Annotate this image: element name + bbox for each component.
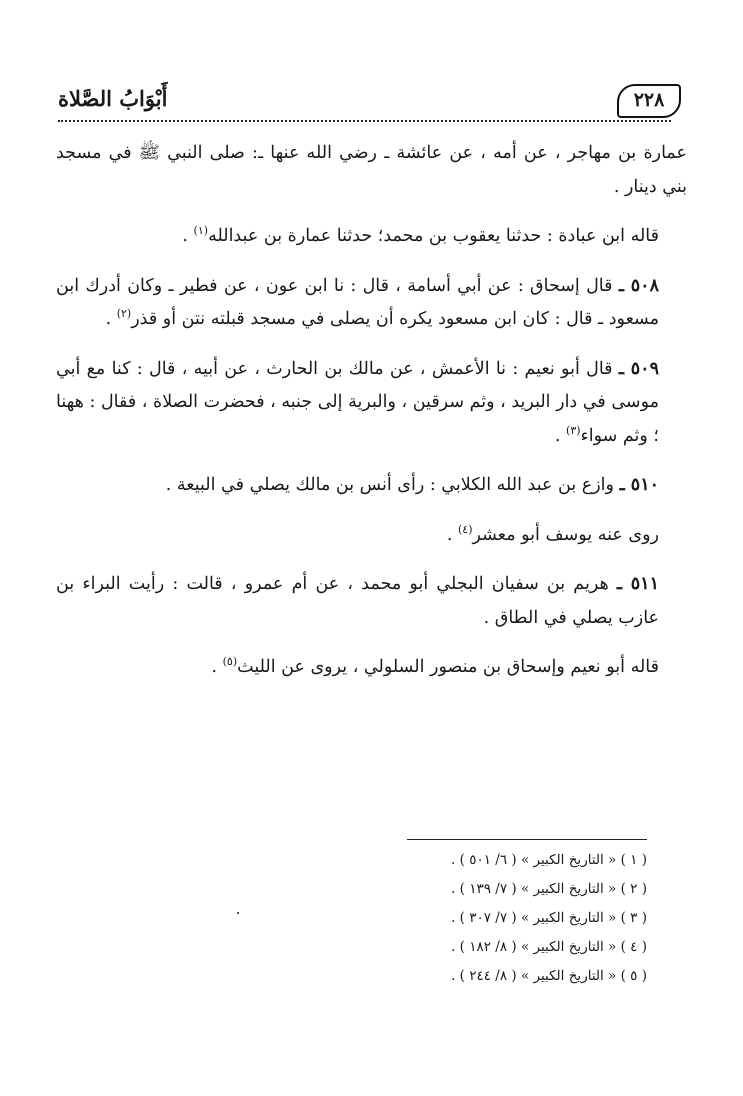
- footnote-3: ( ٣ ) « التاريخ الكبير » ( ٧/ ٣٠٧ ) .: [451, 910, 647, 926]
- paragraph-end: .: [446, 524, 458, 545]
- paragraph-end: .: [105, 309, 117, 329]
- hadith-511: [56, 568, 687, 635]
- paragraph-attribution: [56, 651, 687, 685]
- hadith-510: [56, 469, 687, 503]
- footnote-5: ( ٥ ) « التاريخ الكبير » ( ٨/ ٢٤٤ ) .: [451, 968, 647, 984]
- hadith-number: ٥٠٩ ـ: [618, 358, 659, 379]
- paragraph-text: قاله أبو نعيم وإسحاق بن منصور السلولي ، يروى عن الليث: [237, 657, 659, 677]
- chapter-title: أَبْوَابُ الصَّلاة: [58, 86, 168, 111]
- paragraph-attribution: [56, 220, 687, 254]
- footnote-divider: [407, 839, 647, 840]
- scan-speck: [237, 912, 239, 914]
- hadith-509: [56, 353, 687, 454]
- footnote-ref: (١): [193, 224, 209, 238]
- footnote-ref: (٥): [222, 655, 238, 669]
- footnotes: [317, 846, 647, 991]
- paragraph-text: هريم بن سفيان البجلي أبو محمد ، عن أم عمرو ، قالت : رأيت البراء بن عازب يصلي في الطاق .: [56, 574, 659, 628]
- paragraph-text: عمارة بن مهاجر ، عن أمه ، عن عائشة ـ رضي الله عنها ـ: صلى النبي ﷺ في مسجد بني دينار .: [56, 143, 687, 197]
- hadith-number: ٥١٠ ـ: [619, 475, 659, 495]
- paragraph-attribution: [56, 519, 687, 553]
- hadith-508: [56, 270, 687, 337]
- paragraph-end: .: [554, 425, 567, 446]
- footnote-1: ( ١ ) « التاريخ الكبير » ( ٦/ ٥٠١ ) .: [451, 852, 647, 868]
- footnote-4: ( ٤ ) « التاريخ الكبير » ( ٨/ ١٨٢ ) .: [451, 939, 647, 955]
- footnote-ref: (٢): [116, 307, 132, 321]
- main-text: [56, 137, 687, 685]
- hadith-number: ٥١١ ـ: [616, 574, 659, 594]
- paragraph-end: .: [182, 226, 194, 246]
- paragraph-text: قاله ابن عبادة : حدثنا يعقوب بن محمد؛ حدثنا عمارة بن عبدالله: [208, 226, 659, 246]
- paragraph-end: .: [211, 657, 223, 677]
- hadith-number: ٥٠٨ ـ: [618, 275, 659, 296]
- page-number-badge: ٢٢٨: [617, 84, 681, 118]
- footnote-ref: (٣): [566, 423, 581, 437]
- paragraph-text: قال إسحاق : عن أبي أسامة ، قال : نا ابن عون ، عن فطير ـ وكان أدرك ابن مسعود ـ قال : كان ابن مسعود يكره أن يصلى في مسجد قبلته نتن أو قذر: [56, 275, 659, 329]
- page-header: [58, 84, 681, 122]
- paragraph-text: روى عنه يوسف أبو معشر: [472, 524, 659, 545]
- footnote-2: ( ٢ ) « التاريخ الكبير » ( ٧/ ١٣٩ ) .: [451, 881, 647, 897]
- paragraph-text: وازع بن عبد الله الكلابي : رأى أنس بن مالك يصلي في البيعة .: [165, 475, 614, 495]
- paragraph-continuation: [56, 137, 687, 204]
- footnote-ref: (٤): [457, 522, 473, 536]
- header-divider: [58, 120, 671, 124]
- paragraph-text: قال أبو نعيم : نا الأعمش ، عن مالك بن الحارث ، عن أبيه ، قال : كنا مع أبي موسى في دار البريد ، وثم سرقين ، والبرية إلى جنبه ، فحضرت الصلاة ، فقال : ههنا ؛ وثم سواء: [56, 358, 659, 446]
